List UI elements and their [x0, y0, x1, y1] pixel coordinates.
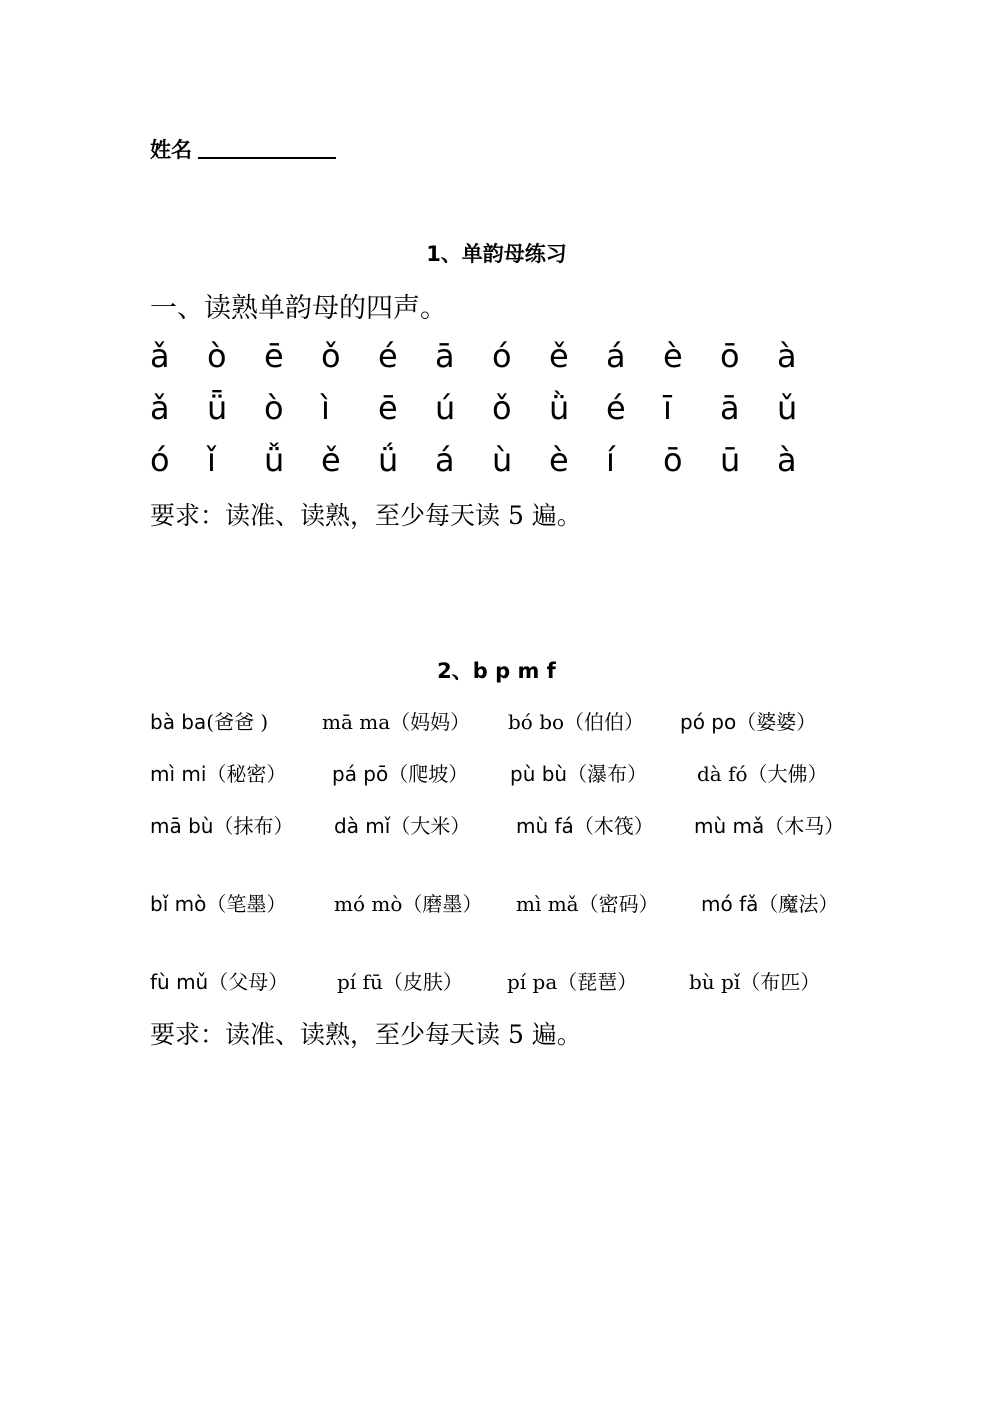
word-hanzi: （爬坡）: [388, 762, 469, 786]
vowel: ō: [720, 337, 740, 375]
word-item: [332, 758, 468, 787]
word-item: [337, 966, 463, 995]
word-pinyin: bǐ mò: [150, 892, 207, 916]
vowel: ò: [207, 337, 227, 375]
vowel: ū: [720, 441, 741, 479]
word-hanzi: （魔法）: [758, 892, 839, 916]
word-pinyin: mì mǎ: [516, 892, 579, 916]
word-pinyin: bù pǐ: [689, 970, 741, 994]
vowel: ǎ: [150, 337, 170, 375]
word-pinyin: dà fó: [697, 762, 748, 786]
word-item: [507, 966, 637, 995]
vowel: ě: [321, 441, 341, 479]
word-item: [150, 706, 268, 735]
word-pinyin: mó mò: [334, 892, 403, 916]
word-item: [680, 706, 816, 735]
word-pinyin: pá pō: [332, 762, 389, 786]
word-hanzi: （抹布）: [213, 814, 294, 838]
word-item: [508, 706, 644, 735]
vowel: ā: [720, 389, 740, 427]
vowel: ú: [435, 389, 456, 427]
word-hanzi: （秘密）: [206, 762, 287, 786]
vowel: ì: [321, 389, 330, 427]
word-pinyin: mó fǎ: [701, 892, 759, 916]
word-hanzi: （琵琶）: [557, 970, 638, 994]
word-pinyin: pù bù: [510, 762, 568, 786]
word-pinyin: mì mi: [150, 762, 207, 786]
word-item: [322, 706, 470, 735]
word-pinyin: pí pa: [507, 970, 558, 994]
word-item: [701, 888, 838, 917]
word-hanzi: （笔墨）: [206, 892, 287, 916]
vowel: ě: [549, 337, 569, 375]
vowel: ǎ: [150, 389, 170, 427]
vowel: á: [435, 441, 455, 479]
name-blank-line: [198, 157, 336, 159]
vowel: ē: [378, 389, 398, 427]
vowel: ó: [492, 337, 512, 375]
vowel: ā: [435, 337, 455, 375]
vowel: ǒ: [492, 389, 512, 427]
vowel: á: [606, 337, 626, 375]
vowel: ǜ: [549, 389, 570, 427]
word-hanzi: （密码）: [578, 892, 659, 916]
vowel: ó: [150, 441, 170, 479]
word-pinyin: pó po: [680, 710, 737, 734]
word-pinyin: mù mǎ: [694, 814, 765, 838]
vowel: ē: [264, 337, 284, 375]
name-label: 姓名: [150, 137, 192, 162]
vowel: ǔ: [777, 389, 798, 427]
word-hanzi: （大米）: [390, 814, 471, 838]
word-pinyin: dà mǐ: [334, 814, 391, 838]
word-item: [516, 810, 654, 839]
word-pinyin: bó bo: [508, 710, 565, 734]
word-item: [150, 810, 293, 839]
word-item: [334, 810, 470, 839]
word-hanzi: （父母）: [208, 970, 289, 994]
vowel: è: [549, 441, 569, 479]
word-pinyin: mā ma: [322, 710, 391, 734]
section1-instruction: 一、读熟单韵母的四声。: [150, 293, 447, 324]
vowel: ǘ: [378, 441, 399, 479]
vowel: ī: [663, 389, 672, 427]
word-hanzi: （大佛）: [747, 762, 828, 786]
vowel: ǚ: [264, 441, 285, 479]
word-pinyin: mā bù: [150, 814, 214, 838]
vowel: í: [606, 441, 615, 479]
word-item: [516, 888, 659, 917]
vowel: ǐ: [207, 441, 216, 479]
vowel: è: [663, 337, 683, 375]
word-item: [697, 758, 828, 787]
word-hanzi: （妈妈）: [390, 710, 471, 734]
section2-requirement: 要求：读准、读熟，至少每天读 5 遍。: [150, 1020, 582, 1049]
word-pinyin: bà ba: [150, 710, 207, 734]
word-item: [150, 888, 286, 917]
word-item: [694, 810, 844, 839]
vowel: ù: [492, 441, 513, 479]
word-item: [689, 966, 820, 995]
word-hanzi: （布匹）: [740, 970, 821, 994]
vowel: ǖ: [207, 389, 228, 427]
vowel: à: [777, 337, 797, 375]
word-item: [150, 758, 286, 787]
vowel: ǒ: [321, 337, 341, 375]
word-hanzi: （婆婆）: [736, 710, 817, 734]
word-hanzi: (爸爸 ): [206, 710, 269, 734]
word-item: [334, 888, 482, 917]
word-hanzi: （磨墨）: [402, 892, 483, 916]
section2-title: 2、b p m f: [437, 659, 556, 683]
word-item: [510, 758, 647, 787]
word-hanzi: （木筏）: [573, 814, 654, 838]
section1-title: 1、单韵母练习: [426, 242, 567, 266]
vowel: é: [606, 389, 626, 427]
word-hanzi: （伯伯）: [564, 710, 645, 734]
vowel: ō: [663, 441, 683, 479]
word-hanzi: （瀑布）: [567, 762, 648, 786]
section1-requirement: 要求：读准、读熟，至少每天读 5 遍。: [150, 501, 582, 530]
vowel: é: [378, 337, 398, 375]
vowel: ò: [264, 389, 284, 427]
word-pinyin: fù mǔ: [150, 970, 209, 994]
word-hanzi: （皮肤）: [382, 970, 463, 994]
word-hanzi: （木马）: [764, 814, 845, 838]
word-pinyin: mù fá: [516, 814, 574, 838]
word-pinyin: pí fū: [337, 970, 383, 994]
word-item: [150, 966, 288, 995]
vowel: à: [777, 441, 797, 479]
